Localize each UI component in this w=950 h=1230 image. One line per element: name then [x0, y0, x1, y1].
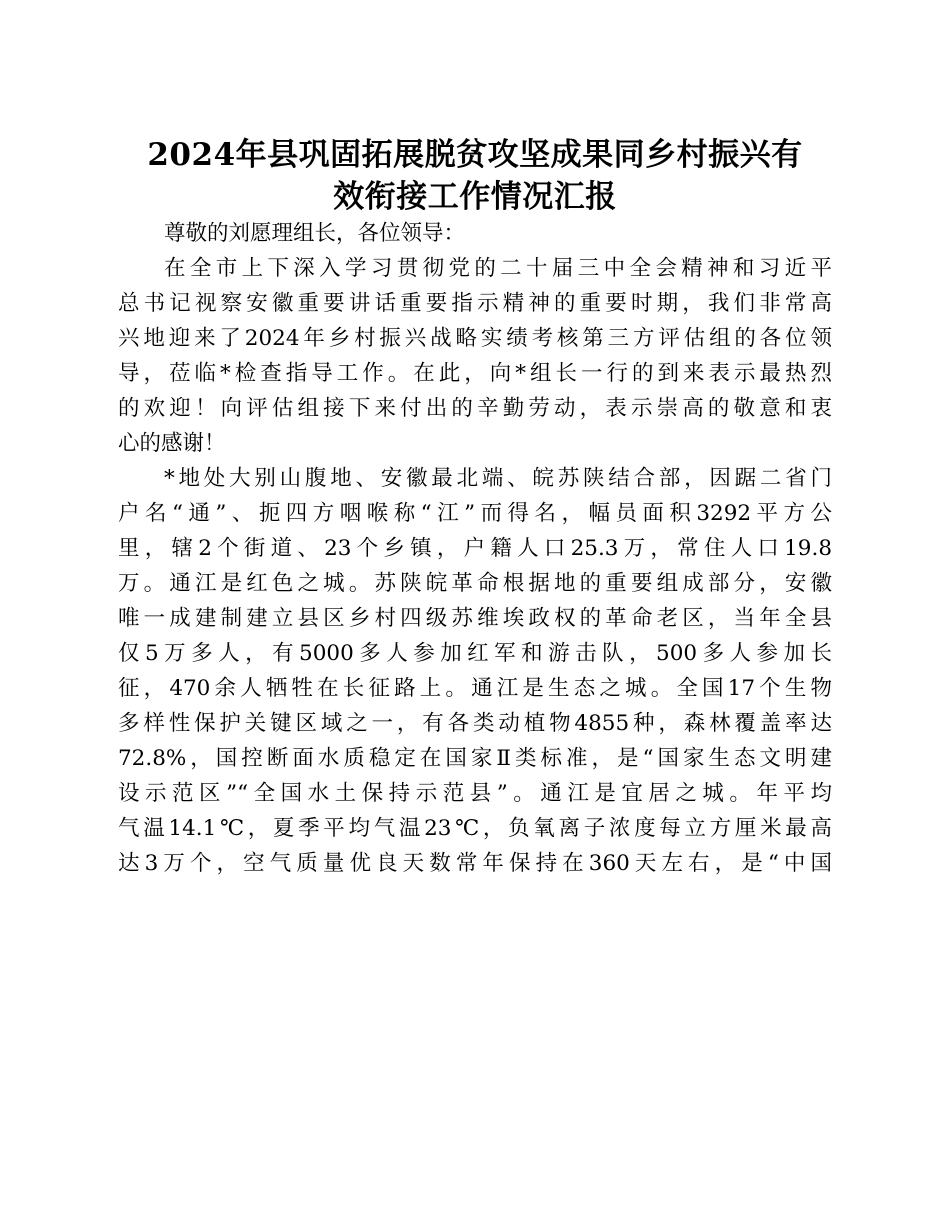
paragraph-line: 心的感谢！	[118, 431, 226, 456]
salutation: 尊敬的刘愿理组长，各位领导：	[164, 221, 466, 246]
paragraph-line: 唯一成建制建立县区乡村四级苏维埃政权的革命老区，当年全县	[118, 606, 832, 631]
paragraph-line: 导，莅临*检查指导工作。在此，向*组长一行的到来表示最热烈	[118, 361, 832, 386]
paragraph-line: 设示范区”“全国水土保持示范县”。通江是宜居之城。年平均	[118, 781, 832, 806]
paragraph-line: 的欢迎！向评估组接下来付出的辛勤劳动，表示崇高的敬意和衷	[118, 396, 832, 421]
paragraph	[118, 251, 832, 461]
document-title	[118, 134, 832, 218]
title-line: 效衔接工作情况汇报	[333, 179, 617, 215]
paragraph-line: 仅5万多人，有5000多人参加红军和游击队，500多人参加长	[118, 641, 832, 666]
paragraph-line: 达3万个，空气质量优良天数常年保持在360天左右，是“中国	[118, 851, 832, 876]
paragraph-line: 万。通江是红色之城。苏陕皖革命根据地的重要组成部分，安徽	[118, 571, 832, 596]
paragraph-line: 兴地迎来了2024年乡村振兴战略实绩考核第三方评估组的各位领	[118, 326, 832, 351]
paragraph	[118, 461, 832, 881]
paragraph-line: 总书记视察安徽重要讲话重要指示精神的重要时期，我们非常高	[118, 291, 832, 316]
document-body	[118, 216, 832, 881]
paragraph-line: 户名“通”、扼四方咽喉称“江”而得名，幅员面积3292平方公	[118, 501, 832, 526]
title-line: 2024年县巩固拓展脱贫攻坚成果同乡村振兴有	[147, 137, 803, 173]
paragraph-line: 在全市上下深入学习贯彻党的二十届三中全会精神和习近平	[164, 256, 832, 281]
paragraph-line: 气温14.1℃，夏季平均气温23℃，负氧离子浓度每立方厘米最高	[118, 816, 832, 841]
paragraph-line: 72.8%，国控断面水质稳定在国家Ⅱ类标准，是“国家生态文明建	[118, 746, 832, 771]
paragraph-line: 多样性保护关键区域之一，有各类动植物4855种，森林覆盖率达	[118, 711, 832, 736]
paragraph-line: 里，辖2个街道、23个乡镇，户籍人口25.3万，常住人口19.8	[118, 536, 832, 561]
paragraph-line: 征，470余人牺牲在长征路上。通江是生态之城。全国17个生物	[118, 676, 832, 701]
paragraph-line: *地处大别山腹地、安徽最北端、皖苏陕结合部，因踞二省门	[164, 466, 832, 491]
